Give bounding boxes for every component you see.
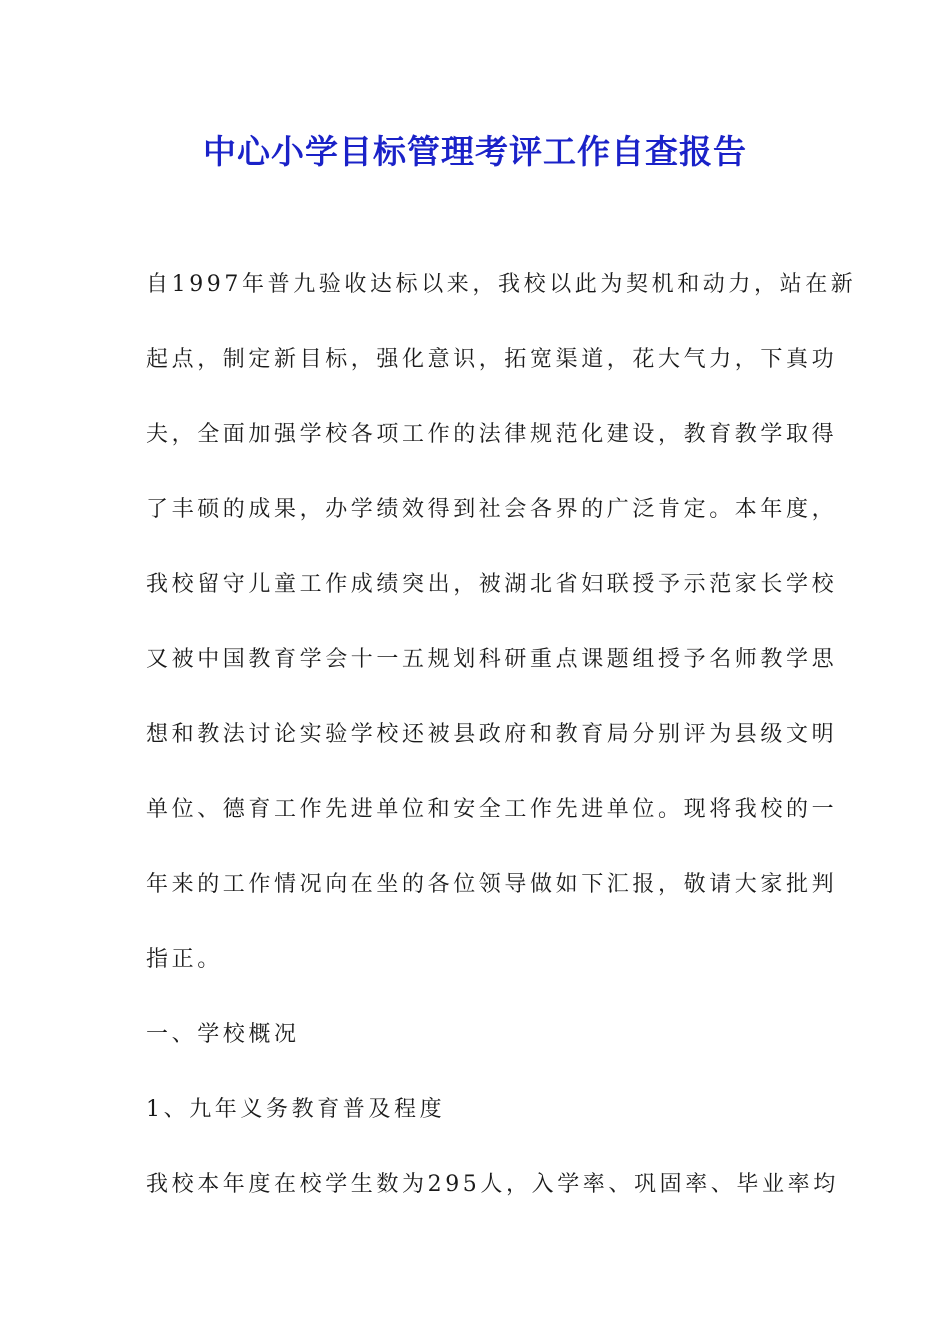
- paragraph-line: 夫，全面加强学校各项工作的法律规范化建设，教育教学取得: [146, 422, 838, 447]
- section-heading: 一、学校概况: [146, 1022, 300, 1047]
- document-title: 中心小学目标管理考评工作自查报告: [203, 132, 747, 171]
- subsection-heading: 1、九年义务教育普及程度: [146, 1097, 446, 1122]
- paragraph-line: 了丰硕的成果，办学绩效得到社会各界的广泛肯定。本年度，: [146, 497, 838, 522]
- paragraph-line: 我校留守儿童工作成绩突出，被湖北省妇联授予示范家长学校: [146, 572, 838, 597]
- paragraph-line: 单位、德育工作先进单位和安全工作先进单位。现将我校的一: [146, 797, 838, 822]
- paragraph-line: 自1997年普九验收达标以来，我校以此为契机和动力，站在新: [146, 272, 857, 297]
- paragraph-line: 指正。: [146, 947, 223, 972]
- body-line: 我校本年度在校学生数为295人，入学率、巩固率、毕业率均: [146, 1172, 839, 1197]
- paragraph-line: 起点，制定新目标，强化意识，拓宽渠道，花大气力，下真功: [146, 347, 838, 372]
- paragraph-line: 年来的工作情况向在坐的各位领导做如下汇报，敬请大家批判: [146, 872, 838, 897]
- paragraph-line: 想和教法讨论实验学校还被县政府和教育局分别评为县级文明: [146, 722, 838, 747]
- paragraph-line: 又被中国教育学会十一五规划科研重点课题组授予名师教学思: [146, 647, 838, 672]
